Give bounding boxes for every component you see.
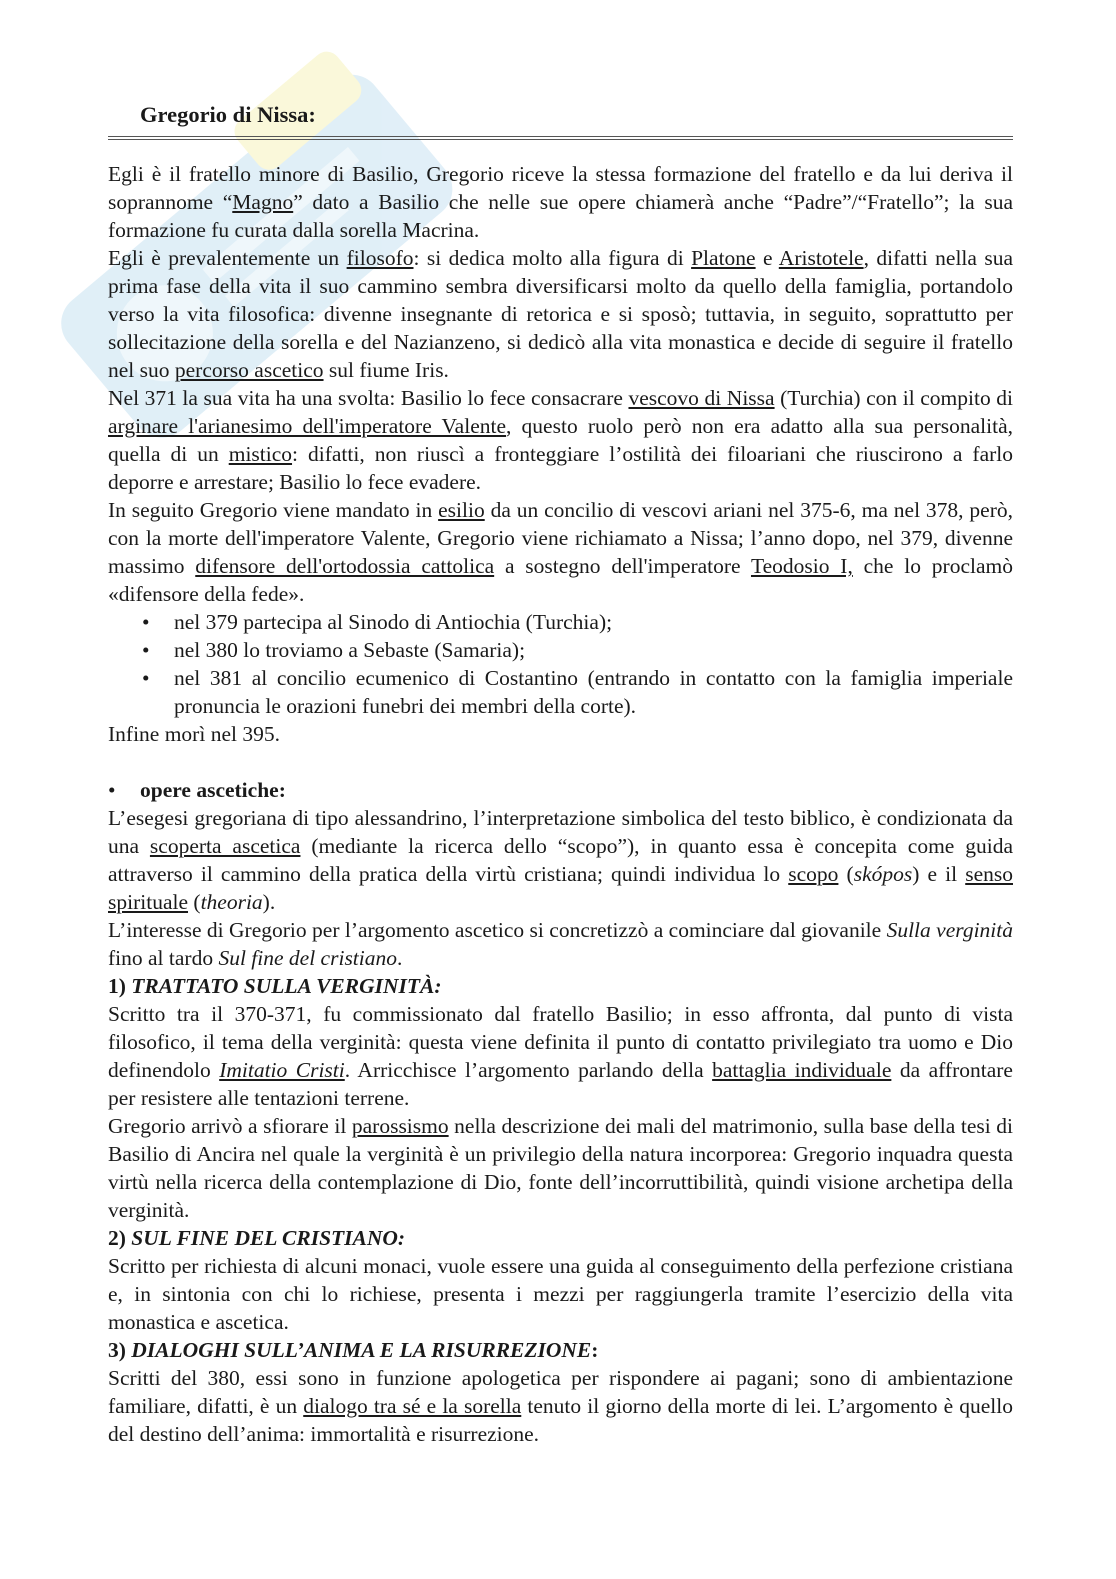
list-item: • nel 381 al concilio ecumenico di Costantino (entrando in contatto con la famiglia imperiale pronuncia le orazioni funebri dei membri della corte). [142, 666, 1013, 718]
term-parossismo: parossismo [351, 1114, 449, 1138]
term-vescovo: vescovo di Nissa [628, 386, 775, 410]
term-platone: Platone [691, 246, 756, 270]
bullet-icon: • [108, 778, 116, 802]
section-heading-ascetic: • opere ascetiche: [108, 778, 286, 802]
bio-bullet-list [108, 608, 1013, 720]
work-2-paragraph: Scritto per richiesta di alcuni monaci, vuole essere una guida al conseguimento della perfezione cristiana e, in sintonia con chi lo richiese, presenta i mezzi per raggiungerla tramite l’esercizio della vita monastica e ascetica. [108, 1254, 1013, 1334]
title-divider [108, 136, 1013, 140]
term-filosofo: filosofo [346, 246, 414, 270]
term-senso-spirituale: senso spirituale [108, 862, 1013, 914]
bullet-icon: • [142, 610, 150, 634]
work-1-paragraph-2: Gregorio arrivò a sfiorare il parossismo nella descrizione dei mali del matrimonio, sulla base della tesi di Basilio di Ancira nel quale la verginità è un privilegio della natura incorporea: Gregorio inquadra questa virtù nella ricerca della contemplazione di Dio, fonte dell’incorruttibilità, quindi visione archetipa della verginità. [108, 1114, 1014, 1222]
list-item: • nel 379 partecipa al Sinodo di Antiochia (Turchia); [142, 610, 613, 634]
term-scopo: scopo [788, 862, 839, 886]
bio-paragraph-1: Egli è il fratello minore di Basilio, Gregorio riceve la stessa formazione del fratello e da lui deriva il soprannome “Magno” dato a Basilio che nelle sue opere chiamerà anche “Padre”/“Fratello”; la sua formazione fu curata dalla sorella Macrina. [108, 162, 1013, 242]
term-arginare: arginare l'arianesimo dell'imperatore Valente [108, 414, 507, 438]
bio-death: Infine morì nel 395. [108, 722, 280, 746]
work-heading-2: 2) SUL FINE DEL CRISTIANO: [108, 1226, 406, 1250]
work-heading-3: 3) DIALOGHI SULL’ANIMA E LA RISURREZIONE: [108, 1338, 599, 1362]
term-magno: Magno [232, 190, 294, 214]
term-aristotele: Aristotele [778, 246, 864, 270]
term-percorso-ascetico: percorso ascetico [174, 358, 324, 382]
term-scoperta-ascetica: scoperta ascetica [149, 834, 301, 858]
work-heading-1: 1) TRATTATO SULLA VERGINITÀ: [108, 974, 442, 998]
bio-paragraph-3: Nel 371 la sua vita ha una svolta: Basilio lo fece consacrare vescovo di Nissa (Turchia) con il compito di arginare l'arianesimo dell'imperatore Valente, questo ruolo però non era adatto alla sua personalità, quella di un mistico: difatti, non riuscì a fronteggiare l’ostilità dei filoariani che riuscirono a farlo deporre e arrestare; Basilio lo fece evadere. [108, 386, 1014, 494]
term-imitatio: Imitatio Cristi [219, 1058, 345, 1082]
ascetic-paragraph-1: L’esegesi gregoriana di tipo alessandrino, l’interpretazione simbolica del testo biblico, è condizionata da una scoperta ascetica (mediante la ricerca dello “scopo”), in quanto essa è concepita come guida attraverso il cammino della pratica della virtù cristiana; quindi individua lo scopo (skópos) e il senso spirituale (theoria). [108, 806, 1013, 914]
ascetic-paragraph-2: L’interesse di Gregorio per l’argomento ascetico si concretizzò a cominciare dal giovanile Sulla verginità fino al tardo Sul fine del cristiano. [108, 918, 1013, 970]
term-mistico: mistico [228, 442, 293, 466]
document-page [108, 98, 1013, 1448]
term-difensore: difensore dell'ortodossia cattolica [195, 554, 495, 578]
term-dialogo: dialogo tra sé e la sorella [303, 1394, 522, 1418]
bullet-icon: • [142, 638, 150, 662]
bio-paragraph-4: In seguito Gregorio viene mandato in esilio da un concilio di vescovi ariani nel 375-6, ma nel 378, però, con la morte dell'imperatore Valente, Gregorio viene richiamato a Nissa; l’anno dopo, nel 379, divenne massimo difensore dell'ortodossia cattolica a sostegno dell'imperatore Teodosio I, che lo proclamò «difensore della fede». [108, 498, 1013, 606]
term-esilio: esilio [438, 498, 485, 522]
bullet-icon: • [142, 666, 150, 690]
bio-paragraph-2: Egli è prevalentemente un filosofo: si dedica molto alla figura di Platone e Aristotele, difatti nella sua prima fase della vita il suo cammino sembra diversificarsi molto da quello della famiglia, portandolo verso la vita filosofica: divenne insegnante di retorica e si sposò; tuttavia, in seguito, soprattutto per sollecitazione della sorella e del Nazianzeno, si dedicò alla vita monastica e decide di seguire il fratello nel suo percorso ascetico sul fiume Iris. [108, 246, 1014, 382]
work-1-paragraph-1: Scritto tra il 370-371, fu commissionato dal fratello Basilio; in esso affronta, dal punto di vista filosofico, il tema della verginità: questa viene definita il punto di contatto privilegiato tra uomo e Dio definendolo Imitatio Cristi. Arricchisce l’argomento parlando della battaglia individuale da affrontare per resistere alle tentazioni terrene. [108, 1002, 1013, 1110]
term-battaglia: battaglia individuale [712, 1058, 892, 1082]
page-title: Gregorio di Nissa: [140, 102, 316, 127]
list-item: • nel 380 lo troviamo a Sebaste (Samaria); [142, 638, 526, 662]
term-teodosio: Teodosio I, [750, 554, 853, 578]
work-3-paragraph: Scritti del 380, essi sono in funzione apologetica per rispondere ai pagani; sono di ambientazione familiare, difatti, è un dialogo tra sé e la sorella tenuto il giorno della morte di lei. L’argomento è quello del destino dell’anima: immortalità e risurrezione. [108, 1366, 1013, 1446]
